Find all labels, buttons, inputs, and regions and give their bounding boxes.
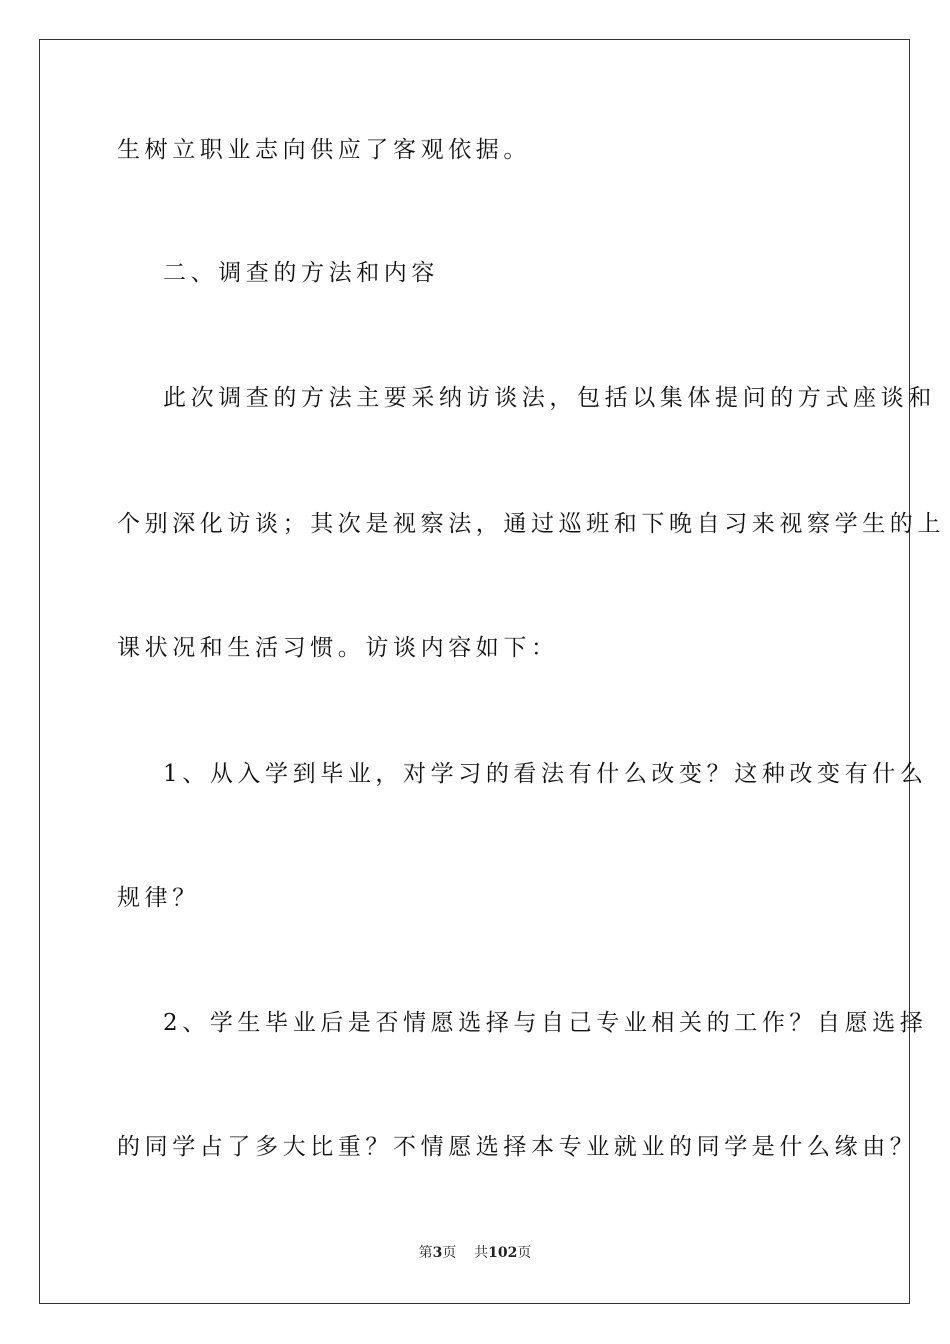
body-line-3: 此次调查的方法主要采纳访谈法，包括以集体提问的方式座谈和 (163, 385, 936, 411)
page-prefix: 第 (418, 1245, 433, 1261)
list-item-2-line-1: 2、学生毕业后是否情愿选择与自己专业相关的工作？自愿选择 (163, 1010, 928, 1036)
page-border (39, 39, 910, 1304)
list-item-2-line-2: 的同学占了多大比重？不情愿选择本专业就业的同学是什么缘由？ (117, 1134, 918, 1160)
page-footer (0, 1244, 950, 1262)
section-heading: 二、调查的方法和内容 (163, 260, 439, 286)
list-item-1-line-1: 1、从入学到毕业，对学习的看法有什么改变？这种改变有什么 (163, 761, 928, 787)
page-number: 3 (432, 1245, 443, 1261)
total-suffix: 页 (517, 1245, 532, 1261)
total-pages: 102 (488, 1245, 518, 1261)
page-suffix: 页 (442, 1245, 457, 1261)
body-line-1: 生树立职业志向供应了客观依据。 (117, 137, 531, 163)
body-line-5: 课状况和生活习惯。访谈内容如下： (117, 635, 559, 661)
body-line-4: 个别深化访谈；其次是视察法，通过巡班和下晚自习来视察学生的上 (117, 511, 945, 537)
total-prefix: 共 (474, 1245, 489, 1261)
list-item-1-line-2: 规律？ (117, 885, 200, 911)
